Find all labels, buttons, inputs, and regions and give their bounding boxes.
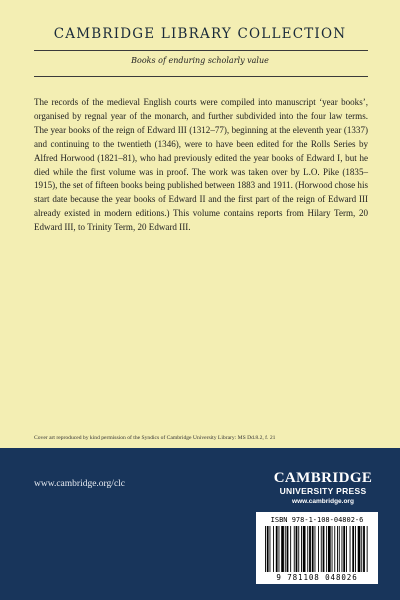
publisher-subtitle: UNIVERSITY PRESS [279, 486, 367, 496]
publisher-logo [268, 470, 378, 507]
barcode-icon [263, 526, 371, 572]
collection-url[interactable]: www.cambridge.org/clc [34, 479, 126, 489]
header-rule-top [34, 50, 368, 51]
cover-art-credit: Cover art reproduced by kind permission of the Syndics of Cambridge University Library: MS Dd.8.2, f. 21 [34, 435, 276, 441]
barcode-panel [256, 512, 378, 584]
isbn-label: ISBN 978-1-108-04802-6 [270, 516, 364, 524]
publisher-name: CAMBRIDGE [273, 470, 373, 486]
publisher-url[interactable]: www.cambridge.org [292, 498, 354, 505]
series-title: CAMBRIDGE LIBRARY COLLECTION [53, 26, 347, 42]
header-rule-bottom [34, 76, 368, 77]
barcode-digits: 9 781108 048026 [276, 573, 358, 582]
series-tagline: Books of enduring scholarly value [131, 56, 269, 65]
footer-band [0, 448, 400, 600]
book-description: The records of the medieval English courts were compiled into manuscript ‘year books’, organised by regnal year of the monarch, and further subdivided into the four law terms. The year books of the reign of Edward III (1312–77), beginning at the eleventh year (1337) and continuing to the twentieth (1346), were to have been edited for the Rolls Series by Alfred Horwood (1821–81), who had previously edited the year books of Edward I, but he died while the first volume was in proof. The work was taken over by L.O. Pike (1835–1915), the set of fifteen books being published between 1883 and 1911. (Horwood chose his start date because the year books of Edward II and the first part of the reign of Edward III already existed in modern editions.) This volume contains reports from Hilary Term, 20 Edward III, to Trinity Term, 20 Edward III. [34, 97, 368, 233]
